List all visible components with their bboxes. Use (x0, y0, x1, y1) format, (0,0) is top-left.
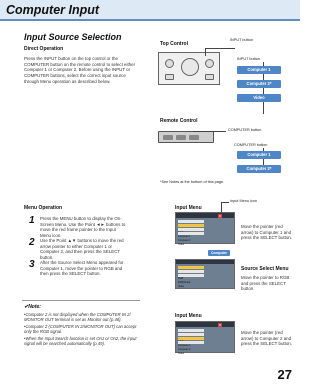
computer-button-icon (189, 135, 199, 140)
input-button-icon (205, 59, 214, 68)
step-1-text: Press the MENU button to display the On-Screen Menu. Use the Point ◄► buttons to move the red frame pointer to the Input Menu icon. (40, 216, 126, 238)
step-2-number: 2 (29, 237, 35, 248)
step-3-number: 3 (29, 259, 35, 270)
remote-seq-computer2: Computer 2* (237, 165, 281, 173)
page-title: Computer Input (6, 3, 100, 17)
input-menu-2-desc: Move the pointer (red arrow) to Computer 2 and press the SELECT button. (241, 330, 292, 347)
menu-button-icon (165, 74, 174, 80)
input-menu-icon-callout: Input Menu icon (230, 199, 258, 203)
direct-operation-heading: Direct Operation (24, 46, 64, 52)
top-control-sequence-label: INPUT button (237, 57, 260, 61)
remote-sequence-label: COMPUTER button (234, 143, 268, 147)
top-control-panel (158, 52, 220, 85)
remote-control-callout: COMPUTER button (228, 128, 262, 132)
input-menu-1-screenshot: Computer 1 Computer 2 Video (175, 212, 235, 244)
top-control-callout: INPUT button (230, 38, 253, 42)
power-button-icon (165, 59, 174, 68)
input-menu-icon (218, 214, 222, 218)
top-control-heading: Top Control (160, 41, 188, 47)
top-seq-computer2: Computer 2* (237, 80, 281, 88)
section-title: Input Source Selection (24, 32, 122, 42)
input-menu-2-label: Input Menu (175, 313, 202, 319)
top-seq-video: Video (237, 94, 281, 102)
note-line-2: •Computer 2 (COMPUTER IN 2/MONITOR OUT) can accept only the RGB signal. (24, 324, 137, 335)
menu-operation-heading: Menu Operation (24, 205, 63, 211)
point-pad-icon (181, 58, 199, 76)
source-select-label: Source Select Menu (241, 266, 289, 272)
select-button-icon (205, 74, 214, 80)
note-title: ✔Note: (24, 304, 41, 310)
step-2-text: Use the Point ▲▼ buttons to move the red arrow pointer to either Computer 1 or Computer 2, and then press the SELECT button. (40, 238, 124, 260)
top-seq-computer1: Computer 1 (237, 66, 281, 74)
step-3-text: After the Source Select Menu appeared for Computer 1, move the pointer to RGB and then press the SELECT button. (40, 260, 124, 277)
header-rule (0, 19, 300, 21)
notes-footnote: *See Notes at the bottom of this page. (160, 180, 225, 184)
input-menu-1-label: Input Menu (175, 205, 202, 211)
page-number: 27 (277, 367, 292, 382)
input-menu-2-screenshot: Computer 1 Computer 2 Video (175, 321, 235, 353)
direct-operation-text: Press the INPUT button on the top control or the COMPUTER button on the remote control to select either Computer 1 or Computer 2. Before using the INPUT or COMPUTER buttons, select the correct input source through Menu operation as described below. (24, 56, 136, 84)
remote-control-heading: Remote Control (160, 118, 198, 124)
remote-control-image (158, 131, 214, 143)
note-divider (22, 300, 140, 301)
source-select-desc: Move the pointer to RGB and press the SELECT button. (241, 275, 290, 292)
note-line-1: •Computer 2 is not displayed when the COMPUTER IN 2/ MONITOR OUT terminal is set as Monitor out (p.48). (24, 312, 131, 323)
source-select-screenshot: RGB RGB(Scart) Video (175, 259, 235, 289)
step-1-number: 1 (29, 215, 35, 226)
computer-tag: Computer (208, 250, 230, 256)
input-menu-1-desc: Move the pointer (red arrow) to Computer 1 and press the SELECT button. (241, 224, 292, 241)
note-line-3: •When the Input Search function is set On1 or On2, the input signal will be searched automatically (p.49). (24, 336, 137, 347)
remote-seq-computer1: Computer 1 (237, 151, 281, 159)
